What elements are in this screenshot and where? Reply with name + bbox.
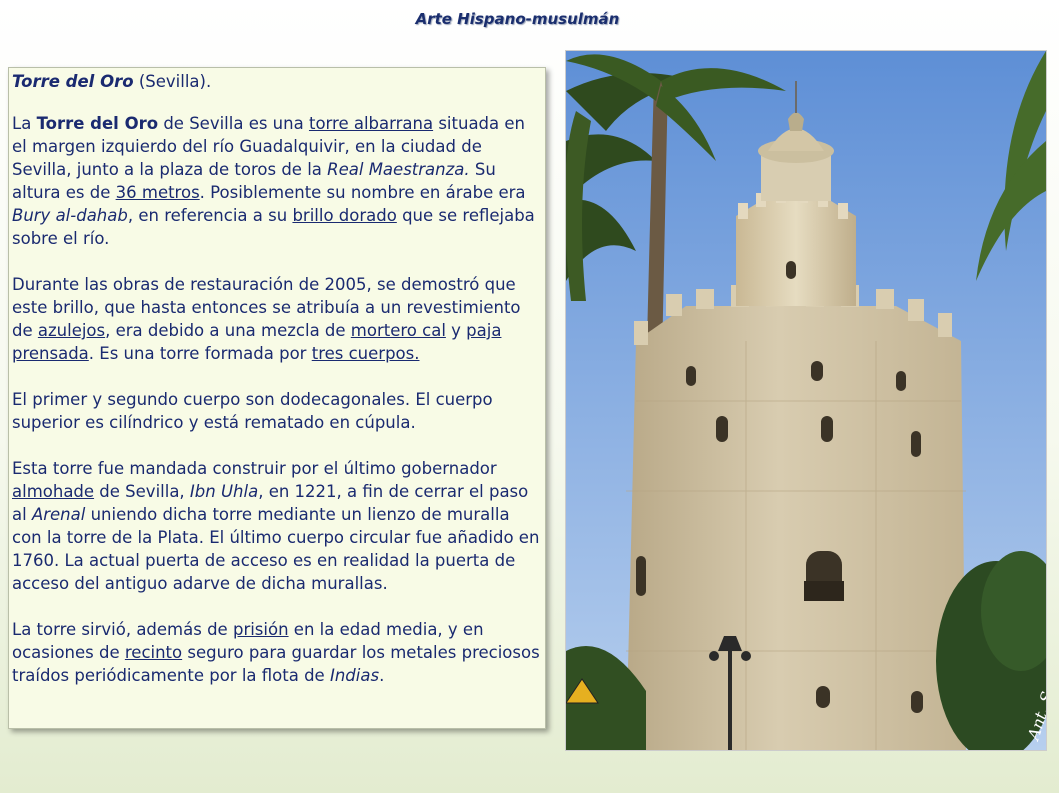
- heading-name: Torre del Oro: [12, 72, 134, 91]
- paragraph-2: [12, 273, 541, 365]
- link-tres-cuerpos[interactable]: tres cuerpos.: [311, 344, 420, 363]
- tower-illustration: [566, 51, 1046, 750]
- p1-italic-maestranza: Real Maestranza.: [327, 160, 470, 179]
- link-mortero-cal[interactable]: mortero cal: [350, 321, 446, 340]
- p1-text-f: Su altura es de: [12, 160, 496, 202]
- paragraph-3: [12, 388, 541, 434]
- p5-text-b: en la edad media, y en ocasiones de: [12, 620, 484, 662]
- paragraph-1: [12, 112, 541, 250]
- p4-text-f: uniendo dicha torre mediante un lienzo de muralla con la torre de la Plata. El último cuerpo circular fue añadido en 1760. La actual puerta de acceso es en realidad la puerta de acceso del antiguo adarve de dicha murallas.: [12, 505, 540, 593]
- heading-place: (Sevilla).: [133, 72, 212, 91]
- link-brillo-dorado[interactable]: brillo dorado: [292, 206, 397, 225]
- p1-text-c: de Sevilla es una: [158, 114, 309, 133]
- link-prision[interactable]: prisión: [232, 620, 289, 639]
- p5-italic-indias: Indias: [329, 666, 380, 685]
- link-36-metros[interactable]: 36 metros: [115, 183, 200, 202]
- paragraph-4: [12, 457, 541, 595]
- p1-text-a: La: [12, 114, 37, 133]
- p1-italic-bury: Bury al-dahab: [12, 206, 128, 225]
- heading: [12, 70, 541, 93]
- link-torre-albarrana[interactable]: torre albarrana: [308, 114, 434, 133]
- slide-title: Arte Hispano-musulmán: [415, 10, 620, 28]
- p1-text-d: situada en el margen izquierdo del río Guadalquivir, en la ciudad de Sevilla, junto a la plaza de toros de la: [12, 114, 525, 179]
- p2-text-c: y: [445, 321, 467, 340]
- p1-text-i: , en referencia a su: [127, 206, 293, 225]
- tower-balcony: [804, 581, 844, 601]
- torre-del-oro-photo: [565, 50, 1047, 751]
- p3-text-a: El primer y segundo cuerpo son dodecagonales. El cuerpo superior es cilíndrico y está rematado en cúpula.: [12, 390, 493, 432]
- p2-text-a: Durante las obras de restauración de 2005, se demostró que este brillo, que hasta entonces se atribuía a un revestimiento de: [12, 275, 521, 340]
- link-azulejos[interactable]: azulejos: [37, 321, 106, 340]
- p5-text-e: .: [379, 666, 385, 685]
- link-almohade[interactable]: almohade: [12, 482, 95, 501]
- paragraph-5: [12, 618, 541, 687]
- p4-text-d: , en 1221, a fin de cerrar el paso al: [12, 482, 529, 524]
- text-panel: [8, 67, 546, 729]
- link-paja-prensada[interactable]: paja prensada: [12, 321, 502, 363]
- p2-text-b: , era debido a una mezcla de: [105, 321, 351, 340]
- p4-italic-ibn-uhla: Ibn Uhla: [189, 482, 259, 501]
- p4-italic-arenal: Arenal: [31, 505, 86, 524]
- p4-text-a: Esta torre fue mandada construir por el último gobernador: [12, 459, 497, 478]
- p1-bold-name: Torre del Oro: [36, 114, 159, 133]
- p5-text-a: La torre sirvió, además de: [12, 620, 233, 639]
- p1-text-j: que se reflejaba sobre el río.: [12, 206, 535, 248]
- p4-text-b: de Sevilla,: [94, 482, 190, 501]
- p1-text-g: . Posiblemente su nombre en árabe era: [199, 183, 526, 202]
- link-recinto[interactable]: recinto: [124, 643, 183, 662]
- p2-text-d: . Es una torre formada por: [88, 344, 312, 363]
- p5-text-c: seguro para guardar los metales preciosos traídos periódicamente por la flota de: [12, 643, 540, 685]
- tower-body: [626, 306, 966, 750]
